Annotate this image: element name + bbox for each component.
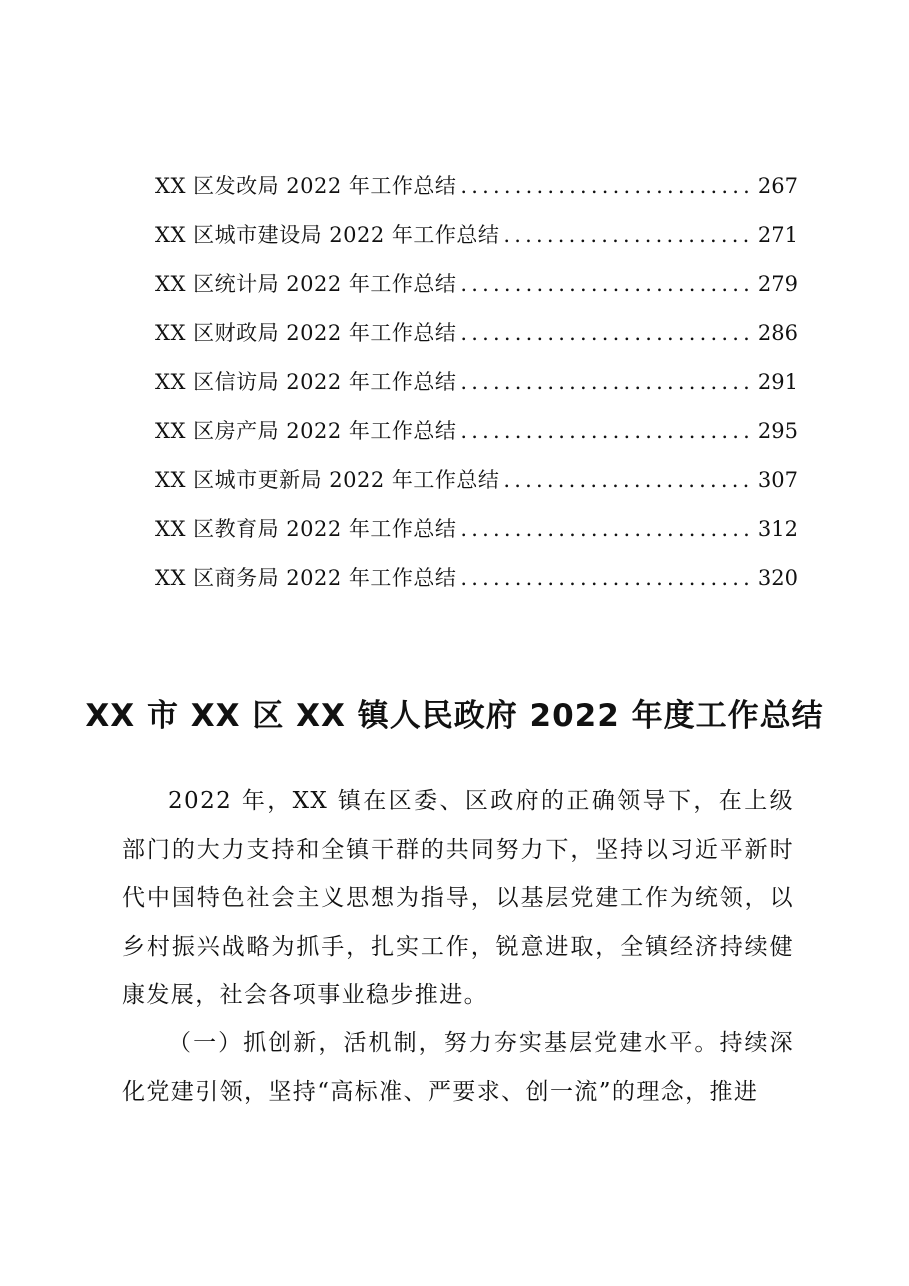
toc-dot-leader <box>460 266 754 302</box>
toc-entry[interactable] <box>155 217 798 266</box>
toc-entry[interactable] <box>155 560 798 609</box>
toc-entry-title: XX 区房产局 2022 年工作总结 <box>155 419 457 443</box>
toc-entry-page: 307 <box>757 468 798 492</box>
toc-dot-leader <box>460 560 754 596</box>
toc-entry[interactable] <box>155 462 798 511</box>
toc-entry-title: XX 区财政局 2022 年工作总结 <box>155 321 457 345</box>
toc-entry-title: XX 区城市建设局 2022 年工作总结 <box>155 223 500 247</box>
toc-dot-leader <box>503 462 754 498</box>
body-paragraph: 2022 年，XX 镇在区委、区政府的正确领导下，在上级部门的大力支持和全镇干群的共同努力下，坚持以习近平新时代中国特色社会主义思想为指导，以基层党建工作为统领，以乡村振兴战略为抓手，扎实工作，锐意进取，全镇经济持续健康发展，社会各项事业稳步推进。 <box>122 788 794 1008</box>
toc-entry-page: 267 <box>757 174 798 198</box>
toc-entry[interactable] <box>155 168 798 217</box>
toc-entry-page: 286 <box>757 321 798 345</box>
toc-entry-page: 320 <box>757 566 798 590</box>
toc-dot-leader <box>460 364 754 400</box>
toc-entry[interactable] <box>155 413 798 462</box>
toc-entry-title: XX 区统计局 2022 年工作总结 <box>155 272 457 296</box>
body-paragraph: （一）抓创新，活机制，努力夯实基层党建水平。持续深化党建引领，坚持“高标准、严要求、创一流”的理念，推进 <box>122 1030 794 1105</box>
toc-entry[interactable] <box>155 315 798 364</box>
toc-entry-page: 291 <box>757 370 798 394</box>
toc-dot-leader <box>460 315 754 351</box>
toc-entry-page: 279 <box>757 272 798 296</box>
toc-entry[interactable] <box>155 364 798 413</box>
toc-entry-page: 271 <box>757 223 798 247</box>
toc-entry-page: 295 <box>757 419 798 443</box>
toc-entry-title: XX 区教育局 2022 年工作总结 <box>155 517 457 541</box>
toc-dot-leader <box>460 511 754 547</box>
toc-entry[interactable] <box>155 511 798 560</box>
toc-entry-page: 312 <box>757 517 798 541</box>
toc-dot-leader <box>503 217 754 253</box>
toc-entry-title: XX 区城市更新局 2022 年工作总结 <box>155 468 500 492</box>
toc-entry-title: XX 区发改局 2022 年工作总结 <box>155 174 457 198</box>
toc-entry[interactable] <box>155 266 798 315</box>
toc-entry-title: XX 区信访局 2022 年工作总结 <box>155 370 457 394</box>
toc-dot-leader <box>460 413 754 449</box>
table-of-contents <box>155 168 798 609</box>
toc-entry-title: XX 区商务局 2022 年工作总结 <box>155 566 457 590</box>
toc-dot-leader <box>460 168 754 204</box>
document-title: XX 市 XX 区 XX 镇人民政府 2022 年度工作总结 <box>85 698 824 734</box>
